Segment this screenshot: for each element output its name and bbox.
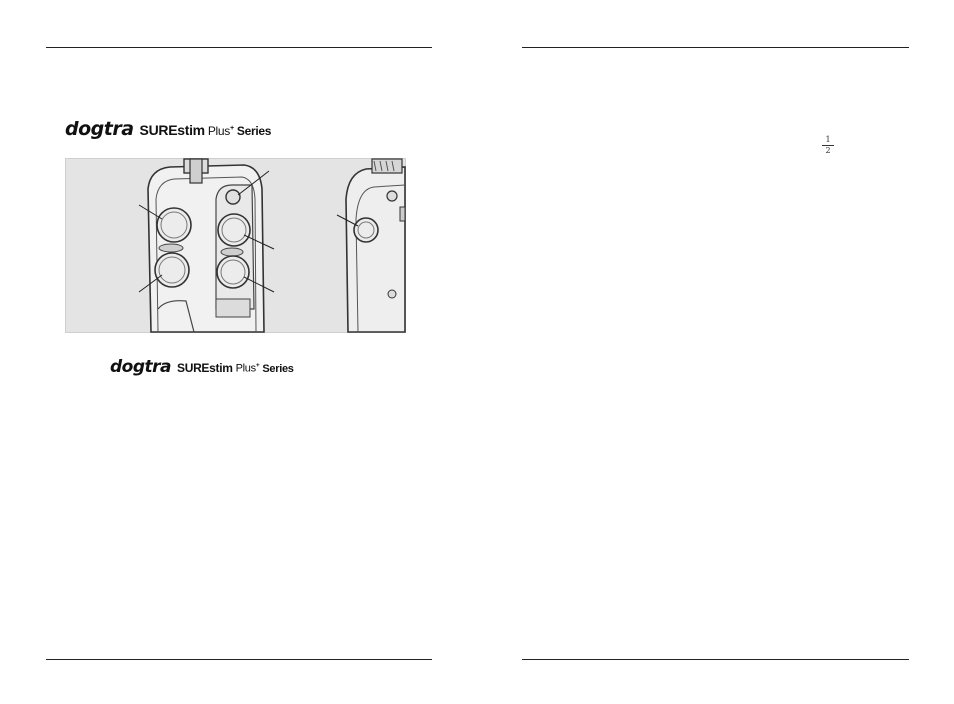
bottom-rule-right: [522, 659, 909, 660]
fraction-denominator: 2: [825, 146, 831, 155]
logo-plus: [208, 123, 234, 138]
logo-product: SUREstim: [177, 361, 233, 375]
top-rule-right: [522, 47, 909, 48]
logo-series: Series: [262, 363, 294, 375]
product-logo-top: [65, 118, 271, 140]
transmitter-illustration: [65, 158, 406, 333]
product-logo-bottom: [110, 357, 294, 377]
logo-product: SUREstim: [139, 122, 205, 138]
top-rule-left: [46, 47, 432, 48]
fraction-numerator: 1: [822, 136, 834, 146]
logo-plus-text: Plus: [235, 363, 256, 375]
transmitter-side-icon: [337, 159, 405, 332]
logo-brand: dogtra: [110, 357, 171, 377]
logo-plus-mark: +: [229, 123, 234, 132]
logo-series: Series: [236, 124, 272, 138]
logo-plus-text: Plus: [207, 124, 230, 138]
logo-plus: [236, 362, 260, 375]
transmitter-front-icon: [66, 159, 405, 332]
right-page: [477, 0, 954, 704]
logo-brand: dogtra: [65, 118, 134, 140]
bottom-rule-left: [46, 659, 432, 660]
logo-plus-mark: +: [255, 362, 260, 370]
fraction-one-half: [822, 136, 834, 155]
